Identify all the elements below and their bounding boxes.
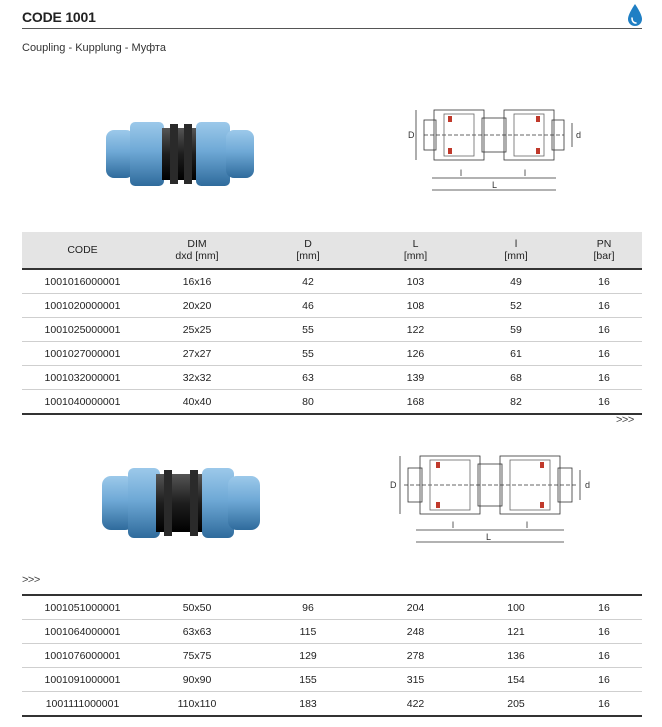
cell-dim: 27x27 [143,342,251,366]
table-header-row [22,232,642,269]
dim-label-D: D [390,480,397,490]
coupling-drawing-small [404,98,584,198]
cell-code: 1001051000001 [22,595,143,620]
cell-l: 68 [466,366,566,390]
cell-L: 168 [365,390,466,415]
table-row [22,644,642,668]
continue-marker-right: >>> [616,414,634,426]
cell-L: 108 [365,294,466,318]
cell-pn: 16 [566,595,642,620]
cell-dim: 16x16 [143,269,251,294]
table-row [22,294,642,318]
cell-L: 422 [365,692,466,717]
cell-pn: 16 [566,620,642,644]
dim-label-l-right: l [524,168,526,178]
cell-code: 1001032000001 [22,366,143,390]
cell-l: 59 [466,318,566,342]
water-drop-icon [624,2,646,28]
cell-code: 1001111000001 [22,692,143,717]
cell-code: 1001016000001 [22,269,143,294]
cell-pn: 16 [566,644,642,668]
cell-L: 204 [365,595,466,620]
dim-label-l-left: l [452,520,454,530]
spec-table-part2 [22,594,642,717]
table-row [22,366,642,390]
cell-pn: 16 [566,390,642,415]
table-row [22,668,642,692]
cell-D: 155 [251,668,365,692]
cell-code: 1001064000001 [22,620,143,644]
cell-l: 100 [466,595,566,620]
cell-D: 80 [251,390,365,415]
col-header-D: D [mm] [251,232,365,269]
cell-D: 129 [251,644,365,668]
cell-pn: 16 [566,366,642,390]
cell-L: 278 [365,644,466,668]
col-header-L: L [mm] [365,232,466,269]
cell-code: 1001027000001 [22,342,143,366]
cell-L: 103 [365,269,466,294]
cell-pn: 16 [566,318,642,342]
table-row [22,342,642,366]
cell-dim: 75x75 [143,644,251,668]
dim-label-D: D [408,130,415,140]
table-row [22,318,642,342]
col-header-code: CODE [22,232,143,269]
cell-dim: 25x25 [143,318,251,342]
cell-code: 1001040000001 [22,390,143,415]
continue-marker-left: >>> [22,574,40,586]
cell-dim: 63x63 [143,620,251,644]
cell-dim: 90x90 [143,668,251,692]
cell-dim: 110x110 [143,692,251,717]
coupling-drawing-large [380,448,600,552]
dim-label-d: d [576,130,582,140]
spec-table-part1 [22,232,642,415]
cell-code: 1001091000001 [22,668,143,692]
cell-code: 1001020000001 [22,294,143,318]
cell-code: 1001076000001 [22,644,143,668]
coupling-photo-large [96,458,266,548]
cell-D: 55 [251,318,365,342]
cell-D: 55 [251,342,365,366]
cell-l: 49 [466,269,566,294]
cell-D: 46 [251,294,365,318]
cell-pn: 16 [566,342,642,366]
col-header-pn: PN [bar] [566,232,642,269]
cell-dim: 20x20 [143,294,251,318]
table-row [22,390,642,415]
cell-l: 205 [466,692,566,717]
cell-l: 61 [466,342,566,366]
cell-L: 315 [365,668,466,692]
cell-l: 154 [466,668,566,692]
cell-l: 121 [466,620,566,644]
coupling-photo-small [100,110,260,200]
col-header-dim: DIM dxd [mm] [143,232,251,269]
cell-l: 136 [466,644,566,668]
table-row [22,620,642,644]
cell-pn: 16 [566,692,642,717]
table-row [22,269,642,294]
cell-pn: 16 [566,269,642,294]
cell-pn: 16 [566,294,642,318]
page-title: CODE 1001 [22,9,96,25]
col-header-l: l [mm] [466,232,566,269]
cell-l: 82 [466,390,566,415]
cell-code: 1001025000001 [22,318,143,342]
dim-label-l-left: l [460,168,462,178]
dim-label-d: d [585,480,591,490]
product-subtitle: Coupling - Kupplung - Муфта [22,42,166,54]
dim-label-l-right: l [526,520,528,530]
cell-L: 122 [365,318,466,342]
cell-L: 126 [365,342,466,366]
table-row [22,595,642,620]
cell-L: 248 [365,620,466,644]
cell-L: 139 [365,366,466,390]
dim-label-L: L [492,180,498,190]
cell-dim: 40x40 [143,390,251,415]
cell-D: 115 [251,620,365,644]
title-divider [22,28,642,29]
cell-D: 183 [251,692,365,717]
cell-dim: 50x50 [143,595,251,620]
cell-D: 42 [251,269,365,294]
cell-dim: 32x32 [143,366,251,390]
cell-pn: 16 [566,668,642,692]
cell-D: 96 [251,595,365,620]
cell-D: 63 [251,366,365,390]
cell-l: 52 [466,294,566,318]
dim-label-L: L [486,532,492,542]
table-row [22,692,642,717]
